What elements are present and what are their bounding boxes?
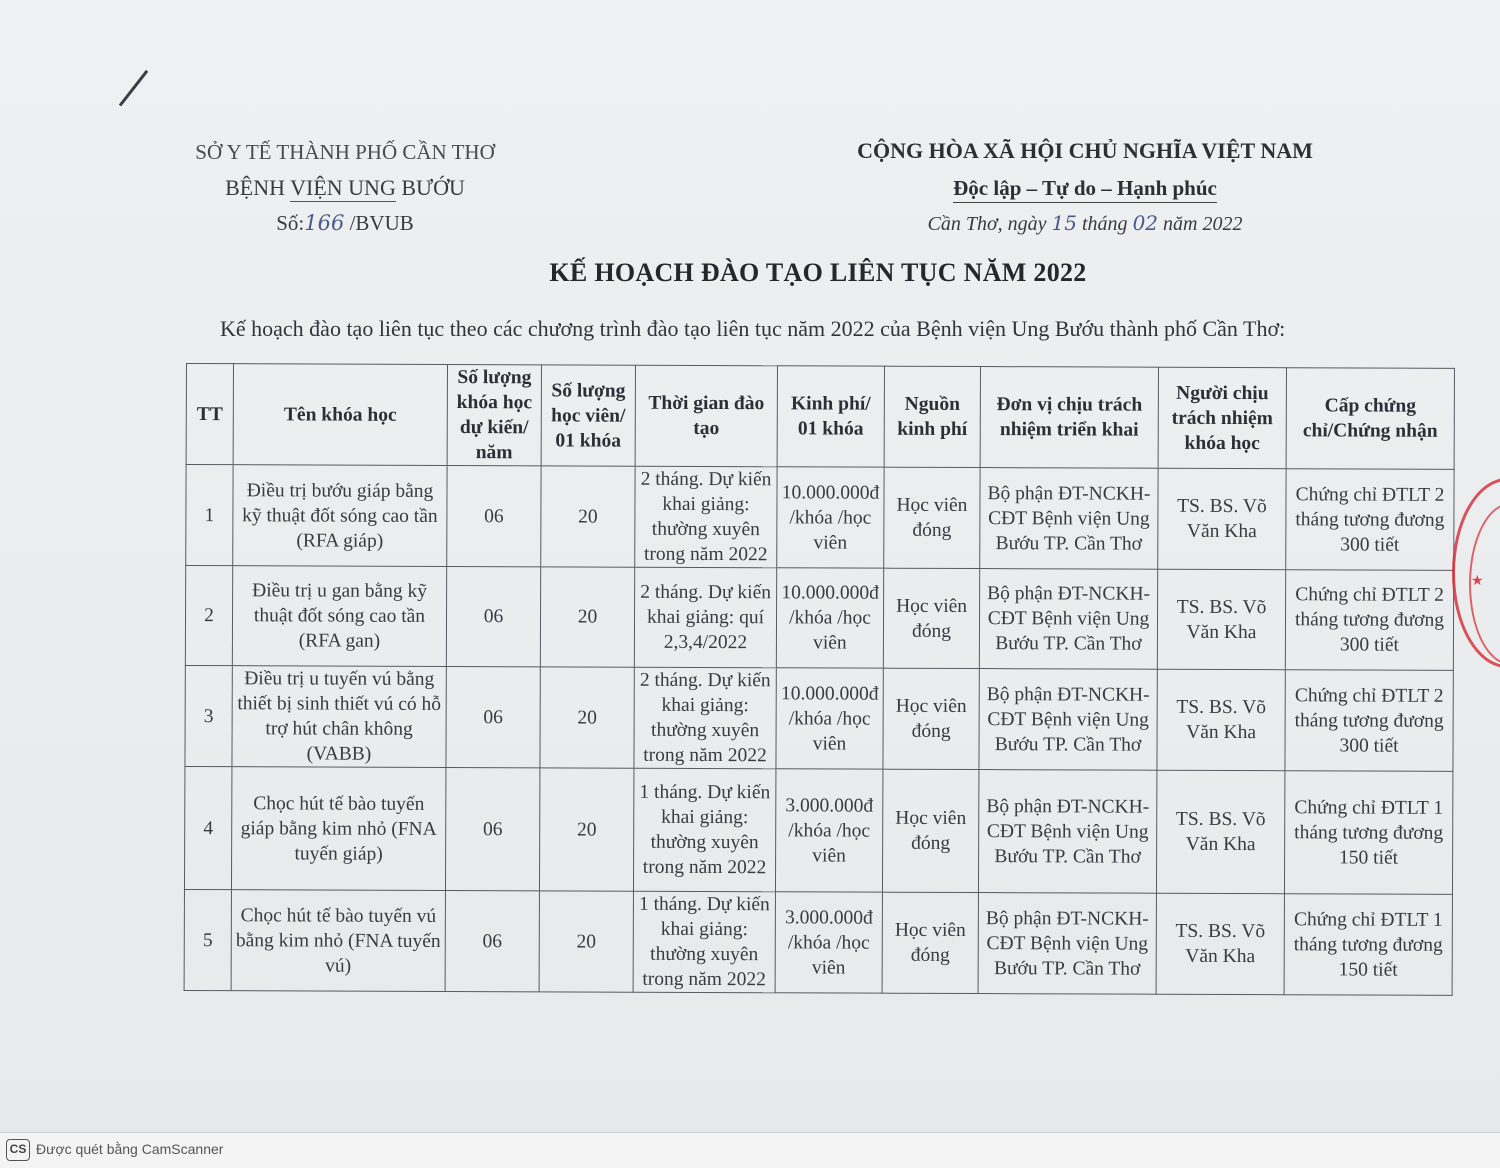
- header-funding-source: Nguồn kinh phí: [884, 366, 980, 467]
- cell-duration: 1 tháng. Dự kiến khai giảng: thường xuyên trong năm 2022: [633, 768, 775, 892]
- issuer-header: [160, 140, 530, 236]
- header-course-name: Tên khóa học: [233, 364, 447, 466]
- cell-person: TS. BS. Võ Văn Kha: [1156, 893, 1284, 994]
- camscanner-caption: Được quét bằng CamScanner: [36, 1141, 224, 1157]
- cell-certificate: Chứng chỉ ĐTLT 2 tháng tương đương 300 tiết: [1286, 469, 1454, 571]
- camscanner-logo-icon: CS: [6, 1139, 30, 1161]
- red-seal-stamp: [1452, 470, 1500, 680]
- national-motto: CỘNG HÒA XÃ HỘI CHỦ NGHĨA VIỆT NAM: [857, 138, 1313, 163]
- cell-courses-per-year: 06: [446, 667, 540, 768]
- cell-unit: Bộ phận ĐT-NCKH-CĐT Bệnh viện Ung Bướu TP. Cần Thơ: [979, 669, 1157, 771]
- header-responsible-unit: Đơn vị chịu trách nhiệm triển khai: [980, 367, 1158, 469]
- cell-tt: 5: [184, 889, 231, 990]
- cell-person: TS. BS. Võ Văn Kha: [1158, 468, 1286, 569]
- cell-duration: 2 tháng. Dự kiến khai giảng: quí 2,3,4/2022: [634, 567, 776, 668]
- cell-funding: Học viên đóng: [884, 467, 980, 568]
- cell-funding: Học viên đóng: [883, 668, 979, 769]
- cell-fee: 3.000.000đ /khóa /học viên: [775, 892, 882, 993]
- cell-certificate: Chứng chỉ ĐTLT 1 tháng tương đương 150 tiết: [1284, 771, 1452, 895]
- place-and-date: Cần Thơ, ngày 15 tháng 02 năm 2022: [927, 211, 1243, 235]
- cell-person: TS. BS. Võ Văn Kha: [1156, 770, 1284, 893]
- cell-certificate: Chứng chỉ ĐTLT 1 tháng tương đương 150 tiết: [1284, 894, 1452, 996]
- national-slogan: Độc lập – Tự do – Hạnh phúc: [830, 176, 1340, 201]
- cell-courses-per-year: 06: [446, 567, 540, 667]
- header-courses-per-year: Số lượng khóa học dự kiến/ năm: [447, 365, 541, 466]
- cell-tt: 1: [186, 465, 233, 566]
- cell-unit: Bộ phận ĐT-NCKH-CĐT Bệnh viện Ung Bướu TP. Cần Thơ: [980, 468, 1158, 570]
- cell-tt: 4: [184, 766, 231, 889]
- cell-students: 20: [539, 768, 633, 891]
- cell-course-name: Điều trị u tuyến vú bằng thiết bị sinh thiết vú có hỗ trợ hút chân không (VABB): [232, 666, 446, 768]
- header-duration: Thời gian đào tạo: [635, 365, 777, 467]
- table-row: [186, 465, 1454, 571]
- cell-fee: 10.000.000đ /khóa /học viên: [777, 467, 884, 568]
- table-row: [184, 766, 1452, 894]
- cell-fee: 10.000.000đ /khóa /học viên: [776, 668, 883, 769]
- document-title: KẾ HOẠCH ĐÀO TẠO LIÊN TỤC NĂM 2022: [549, 258, 1087, 287]
- cell-course-name: Điều trị bướu giáp bằng kỹ thuật đốt sóng cao tần (RFA giáp): [233, 465, 447, 567]
- cell-students: 20: [539, 891, 633, 992]
- cell-duration: 1 tháng. Dự kiến khai giảng: thường xuyên trong năm 2022: [633, 891, 775, 993]
- handwritten-day: 15: [1051, 211, 1077, 235]
- cell-certificate: Chứng chỉ ĐTLT 2 tháng tương đương 300 tiết: [1285, 570, 1453, 671]
- pen-mark: [119, 70, 148, 107]
- hospital-name: BỆNH VIỆN UNG BƯỚU: [225, 175, 465, 200]
- cell-courses-per-year: 06: [445, 768, 539, 891]
- table-header-row: [186, 364, 1454, 470]
- header-tt: TT: [186, 364, 233, 465]
- document-number: Số:166 /BVUB: [276, 211, 414, 235]
- header-students-per-course: Số lượng học viên/ 01 khóa: [541, 365, 635, 466]
- cell-course-name: Chọc hút tế bào tuyến vú bằng kim nhỏ (FNA tuyến vú): [231, 890, 445, 992]
- cell-fee: 10.000.000đ /khóa /học viên: [776, 568, 883, 668]
- handwritten-number: 166: [304, 211, 345, 235]
- department-name: SỞ Y TẾ THÀNH PHỐ CẦN THƠ: [195, 140, 495, 164]
- intro-paragraph: Kế hoạch đào tạo liên tục theo các chương trình đào tạo liên tục năm 2022 của Bệnh viện Ung Bướu thành phố Cần Thơ:: [220, 316, 1286, 341]
- cell-funding: Học viên đóng: [883, 568, 979, 668]
- header-responsible-person: Người chịu trách nhiệm khóa học: [1158, 367, 1286, 468]
- table-row: [185, 566, 1453, 671]
- table-row: [185, 665, 1453, 771]
- cell-students: 20: [540, 567, 634, 667]
- cell-courses-per-year: 06: [447, 466, 541, 567]
- cell-fee: 3.000.000đ /khóa /học viên: [775, 769, 882, 892]
- cell-students: 20: [541, 466, 635, 567]
- camscanner-footer: [0, 1132, 1500, 1168]
- cell-person: TS. BS. Võ Văn Kha: [1157, 569, 1285, 669]
- cell-duration: 2 tháng. Dự kiến khai giảng: thường xuyên trong năm 2022: [635, 466, 777, 568]
- training-plan-table: [184, 363, 1455, 996]
- cell-funding: Học viên đóng: [882, 769, 978, 892]
- header-fee: Kinh phí/ 01 khóa: [777, 366, 884, 467]
- cell-tt: 2: [185, 566, 232, 666]
- cell-duration: 2 tháng. Dự kiến khai giảng: thường xuyên trong năm 2022: [634, 667, 776, 769]
- cell-tt: 3: [185, 665, 232, 766]
- cell-certificate: Chứng chỉ ĐTLT 2 tháng tương đương 300 tiết: [1285, 670, 1453, 772]
- cell-course-name: Chọc hút tế bào tuyến giáp bằng kim nhỏ (FNA tuyến giáp): [231, 767, 445, 891]
- national-header: [830, 138, 1340, 236]
- handwritten-month: 02: [1132, 211, 1159, 235]
- cell-unit: Bộ phận ĐT-NCKH-CĐT Bệnh viện Ung Bướu TP. Cần Thơ: [979, 569, 1157, 670]
- cell-unit: Bộ phận ĐT-NCKH-CĐT Bệnh viện Ung Bướu TP. Cần Thơ: [978, 893, 1156, 995]
- cell-funding: Học viên đóng: [882, 892, 978, 993]
- table-row: [184, 889, 1452, 995]
- header-certificate: Cấp chứng chỉ/Chứng nhận: [1286, 368, 1454, 470]
- cell-courses-per-year: 06: [445, 891, 539, 992]
- cell-person: TS. BS. Võ Văn Kha: [1157, 669, 1285, 770]
- cell-students: 20: [540, 667, 634, 768]
- cell-course-name: Điều trị u gan bằng kỹ thuật đốt sóng cao tần (RFA gan): [232, 566, 446, 667]
- cell-unit: Bộ phận ĐT-NCKH-CĐT Bệnh viện Ung Bướu TP. Cần Thơ: [978, 770, 1156, 894]
- seal-star-icon: ★: [1471, 574, 1484, 589]
